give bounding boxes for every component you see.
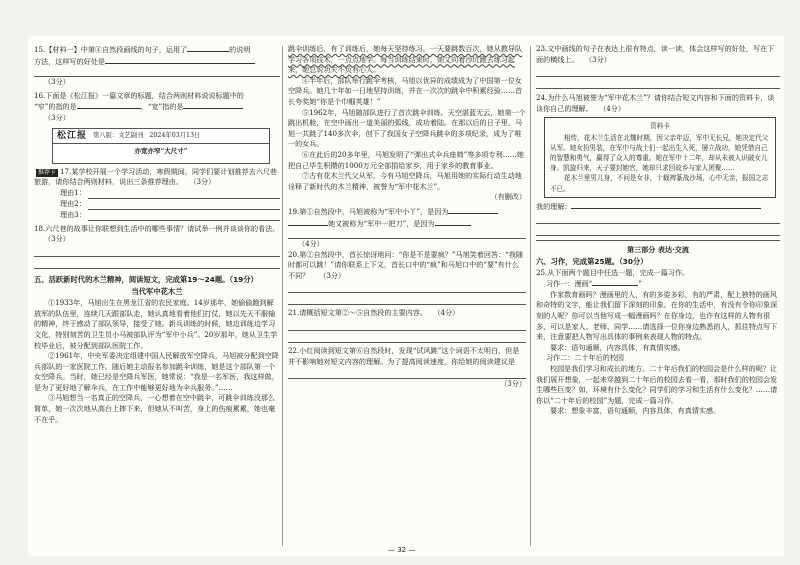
q22-score: （3分）: [500, 379, 526, 389]
section-6-title: 六、习作，完成第25题。（30分）: [536, 256, 648, 266]
reason-input-2[interactable]: [88, 200, 280, 210]
q23-answer-line-2[interactable]: [536, 77, 780, 89]
q18-answer-line-2[interactable]: [34, 257, 280, 269]
q24-answer-line-2[interactable]: [536, 224, 780, 236]
page-number: — 32 —: [388, 546, 416, 554]
q22-answer-line[interactable]: [288, 367, 526, 379]
q23-score: （3分）: [588, 54, 611, 64]
q19-score: （4分）: [298, 239, 324, 249]
q19-answer-line[interactable]: [288, 229, 526, 239]
reason-row-1: [60, 188, 280, 199]
reason-label-2: 理由2：: [60, 199, 86, 209]
q15-answer-blank[interactable]: [105, 56, 255, 64]
q25-intro: 25.从下面两个题目中任选一题，完成一篇习作。: [536, 267, 690, 277]
q24-text: 24.为什么马旭被誉为“军中花木兰”？请你结合短文内容和下面的资料卡，谈谈你自己的理解。: [536, 93, 775, 113]
q20-answer-line-1[interactable]: [288, 281, 526, 293]
q18-score: （3分）: [44, 234, 70, 244]
q17-text: 17.某学校开展一个学习活动，寒假期间，同学们要计划推荐去六尺巷旅游，请你结合两则材料，说出三条推荐理由。: [34, 166, 278, 187]
reason-input-1[interactable]: [88, 189, 280, 199]
info-card-body: 相传，花木兰生活在北魏时期，因父亲年迈，军中无长兄，她决定代父从军。她女扮男装，在军中与战士们一起出生入死，屡立战功，她凭借自己的智慧和勇气，赢得了众人的尊重。她在军中十二年，却从未被人识破女儿身。凯旋归来，天子要封她官，她却只求回故乡与家人团聚……: [550, 133, 769, 173]
reason-input-3[interactable]: [88, 211, 280, 221]
question-17: [34, 167, 280, 221]
info-card: [544, 117, 776, 197]
part-3-title: 第三部分 表达·交流: [627, 245, 689, 255]
q25-option-2-prompt: 校园是我们学习和成长的地方。二十年后我们的校园会是什么样的呢？让我们展开想象，一起来穿越到二十年后的校园去看一看，那时我们的校园会发生哪些巨变？如，环境有什么变化？同学们的学习和生活有什么变化？……请你以“二十年后的校园”为题，完成一篇习作。: [536, 363, 778, 405]
q23-text: 23.文中画线的句子在表达上很有特点，读一读，体会这样写的好处，写在下面的横线上。: [536, 44, 775, 64]
article-source: （有删改）: [490, 192, 526, 202]
q20-score: （3分）: [319, 270, 346, 280]
q15-answer-line[interactable]: [34, 67, 280, 77]
q19-blank-3[interactable]: [435, 218, 471, 226]
q15-blank[interactable]: [187, 44, 229, 52]
my-understanding-blank[interactable]: [571, 201, 761, 209]
q25-title-blank[interactable]: [592, 278, 638, 286]
q18-text: 18.六尺巷的故事让你联想到生活中的哪些事情？请试举一例并谈谈你的看法。: [34, 223, 280, 233]
q16-text2: “窄”的指的是: [34, 102, 77, 112]
q17-score: （3分）: [192, 177, 216, 187]
section-5-title: 五、活跃新时代的木兰精神，阅读短文，完成第19～24题。（19分）: [34, 274, 258, 284]
column-divider: [282, 46, 283, 546]
newspaper-edition: 第八版：文艺副刊: [93, 131, 144, 139]
question-23: [536, 44, 780, 89]
question-22: [288, 346, 526, 390]
q15-text: 15.【材料一】中第④自然段画线的句子，运用了: [34, 45, 188, 54]
article-title: 当代军中花木兰: [131, 286, 183, 296]
info-card-title: 资料卡: [650, 122, 670, 131]
column-left: [34, 44, 280, 425]
article-para-4: ④半年后，部队举行跳伞考核，马旭以优异的成绩成为了中国第一位女空降兵。她几十年如一日地坚持训练，并在一次次的跳伞中积累经验……首长夸奖她“你是个巾帼英雄！”: [288, 75, 523, 106]
question-19: [288, 206, 526, 250]
q21-score: （4分）: [436, 308, 460, 318]
column-right: [536, 44, 780, 417]
q21-text: 21.请概括短文第②～⑤自然段的主要内容。: [288, 308, 427, 318]
q25-option-1-req: 要求：语句通顺，内容具体，有真情实感。: [550, 342, 685, 352]
newspaper-header: [52, 128, 270, 164]
question-20: [288, 250, 526, 306]
q16-blank-1[interactable]: [77, 101, 141, 109]
article-para-1: ①1933年，马旭出生在黑龙江省的农民家庭。14岁那年，她偷偷跑到解放军的队伍里，连续几天跟部队走，她认真地看着他们打仗，她以先天不服输的精神，终于感动了部队领导，接受了她。新兵训练的时候，她边训练边学习文化，特别刻苦的卫生员小马被部队评为“军中小兵”。20岁那年，她从卫生学校毕业后，被分配到部队医院工作。: [34, 298, 278, 350]
part-divider: [536, 240, 780, 241]
article-para-6: ⑥在此后的20多年里，马旭发明了“弹出式伞兵座椅”等多项专利……她把自己毕生积攒的1000万元全部捐给家乡，用于家乡的教育事业。: [288, 149, 524, 170]
q22-text: 22.小红阅读到短文第⑥自然段时，发现“试风跳”这个词语不太明白，但是并不影响她对短文内容的理解。为了提高阅读速度，你给她的阅读建议是: [288, 346, 520, 366]
q24-answer-line-1[interactable]: [536, 212, 780, 224]
newspaper-date: 2024年03月13日: [149, 131, 201, 139]
q20-answer-line-2[interactable]: [288, 293, 526, 305]
q25-option-1-close: ”: [638, 279, 642, 289]
column-middle: [288, 44, 526, 390]
q24-score: （4分）: [602, 103, 625, 113]
reason-row-3: [60, 210, 280, 221]
q20-text: 20.第②自然段中，首长惊讶地问：“你是不是要疯？”马旭笑着回答：“我随时都可以跳！”请你联系上下文，首长口中的“疯”和马旭口中的“要”有什么不同？: [288, 249, 523, 280]
q19-text2: 她又被称为“军中一把刀”，是因为: [328, 218, 435, 228]
article-para-3: ③马旭想当一名真正的空降兵，一心想着在空中跳伞，可跳伞训练没那么简单，她一次次地从高台上摔下来，但她从不叫苦，身上的伤痕累累，她也毫不在乎。: [34, 393, 276, 424]
question-24: [536, 93, 780, 114]
q16-text3: ，“宽”指的是: [140, 102, 184, 112]
q16-text: 16.下面是《松江报》一篇文章的标题，结合两则材料说说标题中的: [34, 90, 244, 100]
q21-answer-line-1[interactable]: [288, 319, 526, 331]
newspaper-headline: 亦宽亦窄“大尺寸”: [134, 147, 188, 156]
q19-blank-2[interactable]: [288, 218, 328, 226]
q23-answer-line-1[interactable]: [536, 65, 780, 77]
my-understanding-label: 我的理解：: [536, 201, 572, 211]
q25-option-1: 习作一：漫画“: [546, 279, 593, 289]
my-understanding-row: [536, 201, 780, 213]
q15-text2: 的说明: [229, 45, 251, 54]
reason-label-3: 理由3：: [60, 210, 86, 220]
reason-label-1: 理由1：: [60, 188, 86, 198]
q19-blank-1[interactable]: [448, 206, 498, 214]
article-para-7: ⑦古有花木兰代父从军，今有马旭空降兵，马旭用她的实际行动生动地诠释了新时代的木兰精神，被誉为“军中花木兰”。: [288, 171, 522, 191]
column-divider: [530, 46, 531, 546]
article-para-5: ⑤1962年，马旭随部队进行了首次跳伞训练。天空湛蓝无云，她第一个跳出机舱，在空中画出一道美丽的弧线，成功着陆。在那以后的日子里，马旭一共跳了140多次伞，创下了我国女子空降兵跳伞的多项纪录，成为了唯一的女兵。: [288, 107, 526, 149]
q21-answer-line-2[interactable]: [288, 331, 526, 343]
question-15: [34, 44, 280, 88]
q25-option-2-req: 要求：想象丰富，语句通顺，内容具体，有真情实感。: [550, 406, 721, 416]
q15-text3: 方法，这样写的好处是: [34, 56, 105, 66]
question-16: [34, 91, 280, 124]
q19-text: 19.第①自然段中，马旭被称为“军中小丫”，是因为: [288, 206, 449, 216]
question-21: [288, 308, 526, 343]
article-para-3-cont: 跳伞训练后，有了训练后，她每天坚持练习。一天要跳数百次，她从教导队学习各项技术，一点点地学。每当训练结束时，她又向着沙坑跑去练习起来，她总说功夫不负有心人。: [288, 44, 523, 75]
reason-row-2: [60, 199, 280, 210]
q15-score: （3分）: [44, 77, 70, 87]
question-18: [34, 224, 280, 269]
q16-blank-2[interactable]: [183, 101, 243, 109]
info-card-poem: 花木兰里男儿身，不问是女非，十载裨篆战沙场，心中无亲，报国之志不已。: [550, 174, 769, 193]
q18-answer-line-1[interactable]: [34, 245, 280, 257]
exam-page: [28, 36, 784, 556]
q25-option-2: 习作二：二十年后的校园: [546, 353, 625, 363]
q17-tag: 推荐卡: [38, 168, 57, 176]
q25-option-1-prompt: 作家数育画吗？漫画里的人，有的多姿多彩，有的严肃，配上独特的画风和奇特的文字，能让我们留下深刻的印象。在你的生活中，有没有令你印象深刻的人呢？你可以当他写成一幅漫画吗？在你身边，也许有这样的人物有很多，可以是家人、老师、同学……请选择一位你身边熟悉的人，抓住特点写下来，注意要把人物写出具体的事例来表现人物的特点。: [536, 289, 778, 342]
article-para-2: ②1961年，中央军委决定组建中国人民解放军空降兵，马旭被分配到空降兵部队的一家医院工作。随后她主动报名参加跳伞训练，她是这个部队第一个女空降兵。当时，她已经是空降兵军医，她常说：“我是一名军医，我这样做，是为了更好地了解伞兵，在工作中能够更好地为伞兵服务。”……: [34, 351, 279, 392]
q16-score: （3分）: [44, 112, 70, 122]
newspaper-logo: 松江报: [57, 130, 88, 141]
